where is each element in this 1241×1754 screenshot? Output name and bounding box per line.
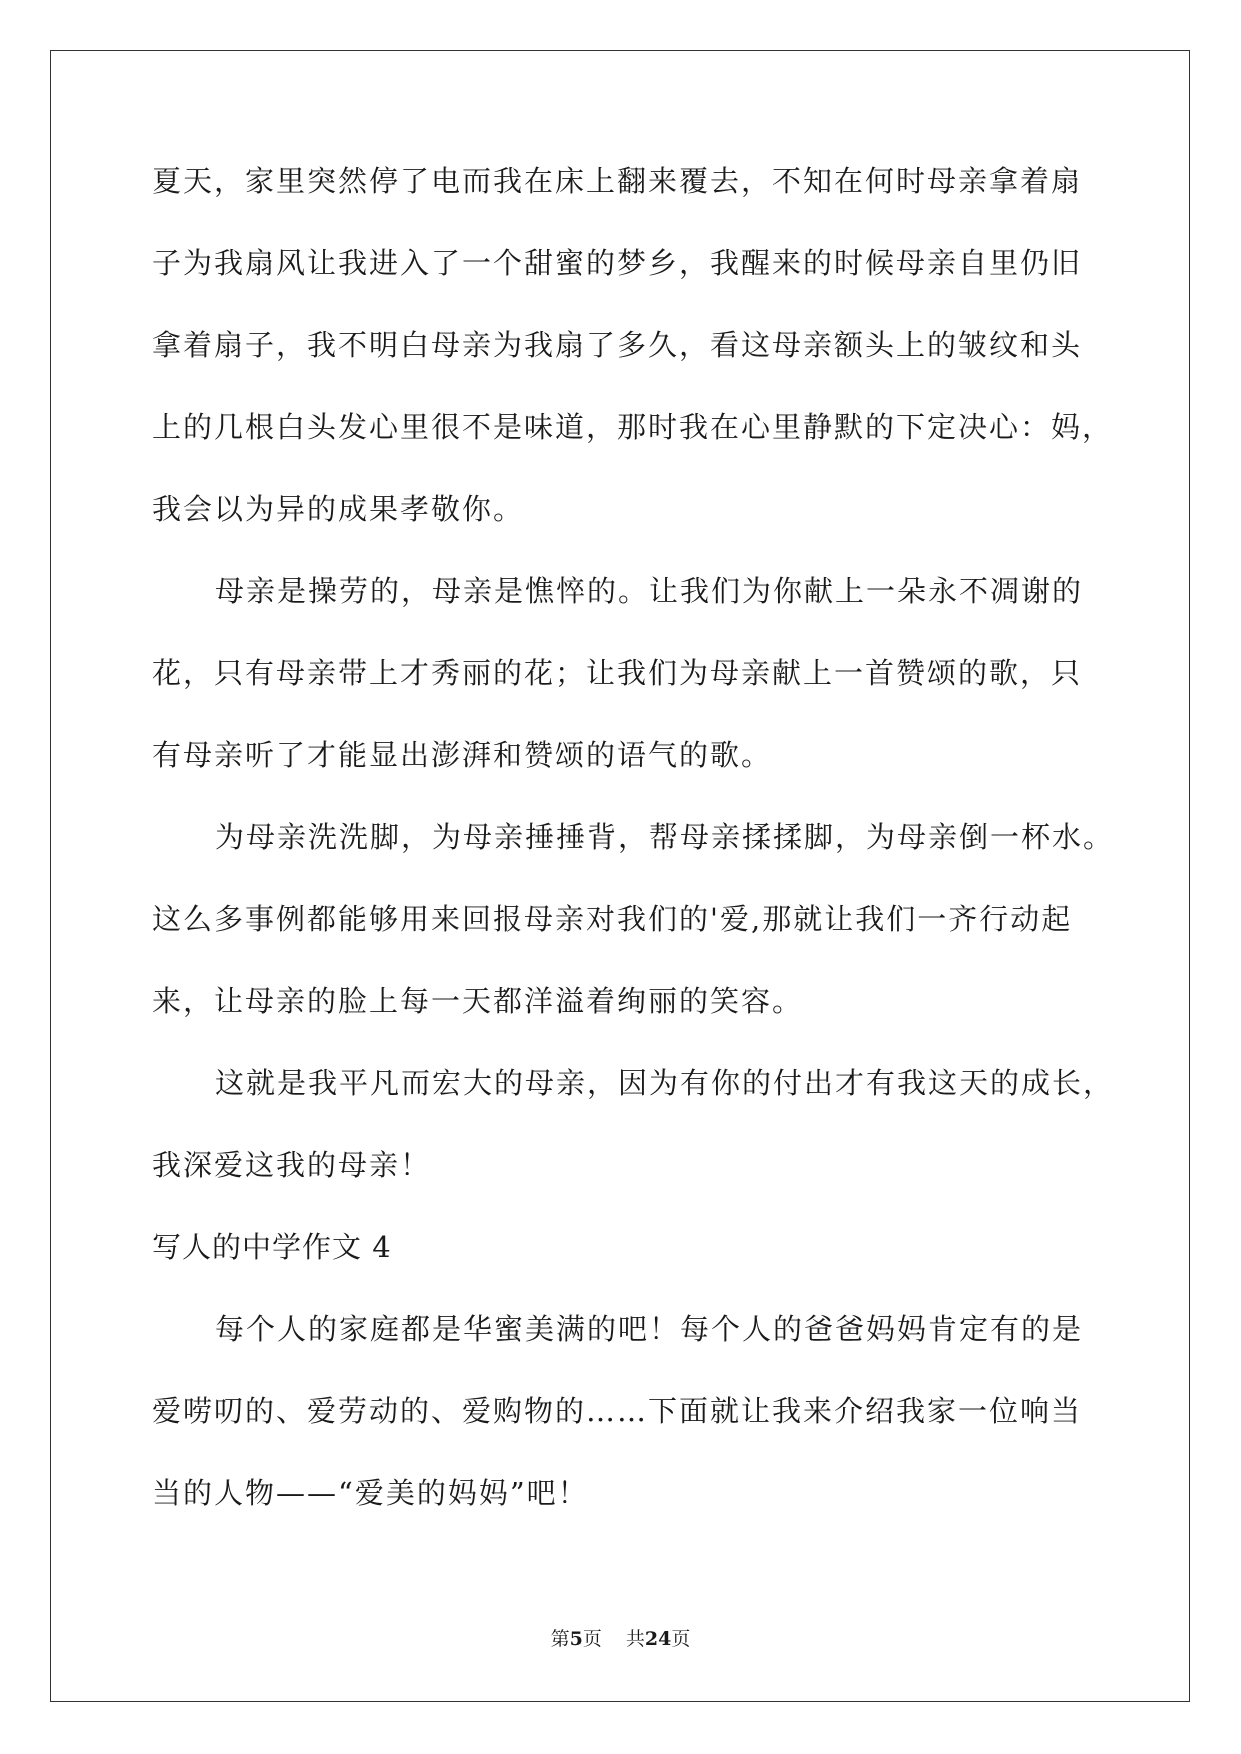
paragraph-line: 这就是我平凡而宏大的母亲，因为有你的付出才有我这天的成长， — [215, 1066, 1115, 1100]
paragraph-line: 来，让母亲的脸上每一天都洋溢着绚丽的笑容。 — [152, 984, 804, 1018]
total-prefix: 共 — [625, 1628, 645, 1650]
section-heading: 写人的中学作文 4 — [152, 1230, 392, 1264]
paragraph-line: 当的人物——“爱美的妈妈”吧！ — [152, 1476, 589, 1510]
paragraph-line: 有母亲听了才能显出澎湃和赞颂的语气的歌。 — [152, 738, 773, 772]
total-pages: 24 — [644, 1628, 672, 1650]
page-footer — [0, 1627, 1241, 1651]
paragraph-line: 每个人的家庭都是华蜜美满的吧！每个人的爸爸妈妈肯定有的是 — [215, 1312, 1084, 1346]
paragraph-line: 爱唠叨的、爱劳动的、爱购物的……下面就让我来介绍我家一位响当 — [152, 1394, 1083, 1428]
paragraph-line: 我会以为异的成果孝敬你。 — [152, 492, 525, 526]
paragraph-line: 夏天，家里突然停了电而我在床上翻来覆去，不知在何时母亲拿着扇 — [152, 164, 1083, 198]
page-suffix: 页 — [582, 1628, 602, 1650]
paragraph-line: 这么多事例都能够用来回报母亲对我们的'爱,那就让我们一齐行动起 — [152, 902, 1073, 936]
paragraph-line: 上的几根白头发心里很不是味道，那时我在心里静默的下定决心：妈， — [152, 410, 1114, 444]
page-prefix: 第 — [550, 1628, 570, 1650]
paragraph-line: 我深爱这我的母亲！ — [152, 1148, 432, 1182]
paragraph-line: 母亲是操劳的，母亲是憔悴的。让我们为你献上一朵永不凋谢的 — [215, 574, 1084, 608]
paragraph-line: 花，只有母亲带上才秀丽的花；让我们为母亲献上一首赞颂的歌，只 — [152, 656, 1083, 690]
paragraph-line: 为母亲洗洗脚，为母亲捶捶背，帮母亲揉揉脚，为母亲倒一杯水。 — [215, 820, 1115, 854]
page-number: 5 — [569, 1628, 583, 1650]
paragraph-line: 子为我扇风让我进入了一个甜蜜的梦乡，我醒来的时候母亲自里仍旧 — [152, 246, 1083, 280]
document-body — [152, 160, 1115, 1554]
paragraph-line: 拿着扇子，我不明白母亲为我扇了多久，看这母亲额头上的皱纹和头 — [152, 328, 1083, 362]
total-suffix: 页 — [671, 1628, 691, 1650]
